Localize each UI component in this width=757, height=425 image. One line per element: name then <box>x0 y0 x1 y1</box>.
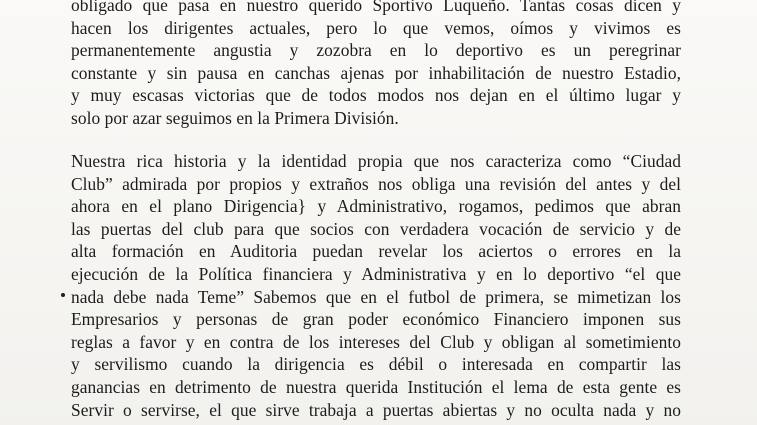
text-line: nada debe nada Teme” Sabemos que en el futbol de primera, se mimetizan los <box>71 286 681 307</box>
text-line: obligado que pasa en nuestro querido Sportivo Luqueño. Tantas cosas dicen y <box>71 0 681 15</box>
text-line: alta formación en Auditoria puedan revelar los aciertos o errores en la <box>71 241 681 262</box>
text-line: y muy escasas victorias que de todos modos nos dejan en el último lugar y <box>71 85 681 106</box>
text-line: hacen los dirigentes actuales, pero lo que vemos, oímos y vivimos es <box>71 17 681 38</box>
text-line: reglas a favor y en contra de los intereses del Club y obligan al sometimiento <box>71 331 681 352</box>
paragraph-1 <box>71 0 681 130</box>
text-line: Empresarios y personas de gran poder económico Financiero imponen sus <box>71 309 681 330</box>
text-line: permanentemente angustia y zozobra en lo deportivo es un peregrinar <box>71 40 681 61</box>
bullet-mark <box>61 293 65 297</box>
text-line: ejecución de la Política financiera y Administrativa y en lo deportivo “el que <box>71 263 681 284</box>
text-line: constante y sin pausa en canchas ajenas por inhabilitación de nuestro Estadio, <box>71 62 681 83</box>
text-line: ahora en el plano Dirigencia} y Administrativo, rogamos, pedimos que abran <box>71 196 681 217</box>
text-line: solo por azar seguimos en la Primera División. <box>71 107 399 128</box>
paragraph-2 <box>71 150 681 421</box>
text-line: las puertas del club para que socios con verdadera vocación de servicio y de <box>71 218 681 239</box>
text-line: ganancias en detrimento de nuestra querida Institución el lema de esta gente es <box>71 376 681 397</box>
text-line: Servir o servirse, el que sirve trabaja a puertas abiertas y no oculta nada y no <box>71 399 681 420</box>
text-line: y servilismo cuando la dirigencia es débil o interesada en compartir las <box>71 354 681 375</box>
text-line: Nuestra rica historia y la identidad propia que nos caracteriza como “Ciudad <box>71 151 681 171</box>
text-line: Club” admirada por propios y extraños nos obliga una revisión del antes y del <box>71 173 681 194</box>
